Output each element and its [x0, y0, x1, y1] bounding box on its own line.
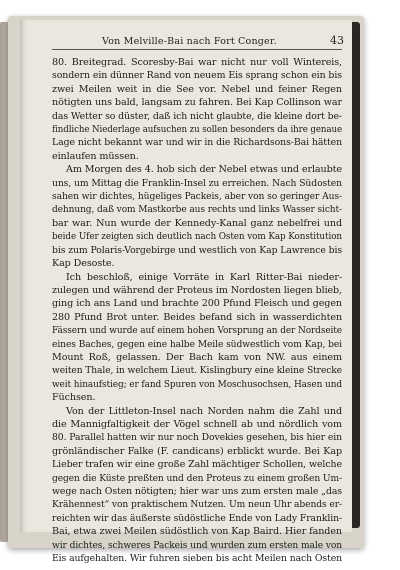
text-line: wege nach Osten nötigten; hier war uns zum ersten male „das	[52, 486, 343, 497]
text-line: die Mannigfaltigkeit der Vögel schnell ab und nördlich vom	[52, 418, 342, 430]
text-line: Von der Littleton-Insel nach Norden nahm die Zahl und	[66, 405, 343, 417]
text-line: gegen die Küste preßten und den Proteus zu einem großen Um-	[52, 472, 343, 484]
text-line: bis zum Polaris-Vorgebirge und westlich von Kap Lawrence bis	[52, 244, 343, 256]
text-line: dehnung, daß vom Mastkorbe aus rechts und links Wasser sicht-	[52, 204, 343, 216]
header-rule	[52, 49, 342, 50]
text-line: eines Baches, gegen eine halbe Meile südwestlich vom Kap, bei	[52, 338, 342, 350]
text-line: Mount Roß, gelassen. Der Bach kam von NW. aus einem	[52, 351, 343, 363]
body-text	[52, 56, 342, 565]
text-line: grönländischer Falke (F. candicans) erblickt wurde. Bei Kap	[52, 445, 343, 457]
text-line: Lage nicht bekannt war und wir in die Richardsons-Bai hätten	[52, 137, 343, 149]
paragraph-3	[52, 271, 342, 405]
text-line: Fässern und wurde auf einem hohen Vorsprung an der Nordseite	[52, 325, 343, 337]
running-header	[58, 34, 344, 50]
text-line: sahen wir dichtes, hügeliges Packeis, aber von so geringer Aus-	[52, 191, 342, 203]
text-line: 280 Pfund Brot unter. Beides befand sich in wasserdichten	[52, 311, 343, 323]
text-line: zulegen und während der Proteus im Nordosten liegen blieb,	[52, 284, 342, 296]
text-line: Kap Desoste.	[52, 258, 115, 270]
text-line: Füchsen.	[52, 392, 96, 404]
text-line: einlaufen müssen.	[52, 150, 139, 162]
text-line: das Wetter so düster, daß ich nicht glaubte, die kleine dort be-	[52, 110, 342, 122]
text-line: nötigten uns bald, langsam zu fahren. Bei Kap Collinson war	[52, 97, 342, 109]
running-header-title: Von Melville-Bai nach Fort Conger.	[102, 36, 277, 47]
text-line: Bai, etwa zwei Meilen südöstlich von Kap Baird. Hier fanden	[52, 526, 343, 538]
text-line: weit hinaufstieg; er fand Spuren von Moschusochsen, Hasen und	[52, 378, 342, 390]
text-line: Ich beschloß, einige Vorräte in Karl Ritter-Bai nieder-	[66, 271, 342, 283]
text-line: 80. Parallel hatten wir nur noch Dovekies gesehen, bis hier ein	[52, 432, 342, 444]
text-line: weiten Thale, in welchem Lieut. Kislingbury eine kleine Strecke	[52, 365, 342, 377]
page-number: 43	[330, 34, 344, 47]
paragraph-1	[52, 56, 342, 163]
text-line: ging ich ans Land und brachte 200 Pfund Fleisch und gegen	[52, 298, 342, 310]
text-line: Krähennest“ von praktischem Nutzen. Um neun Uhr abends er-	[52, 499, 342, 511]
paragraph-4	[52, 405, 342, 566]
text-line: bar war. Nun wurde der Kennedy-Kanal ganz nebelfrei und	[52, 217, 342, 229]
text-line: 80. Breitegrad. Scoresby-Bai war nicht nur voll Wintereis,	[52, 57, 343, 68]
text-line: findliche Niederlage aufsuchen zu sollen besonders da ihre genaue	[52, 124, 342, 136]
text-line: Eis aufgehalten. Wir fuhren sieben bis acht Meilen nach Osten	[52, 553, 343, 565]
text-line: Am Morgen des 4. hob sich der Nebel etwas und erlaubte	[66, 164, 342, 176]
text-line: wir dichtes, schweres Packeis und wurden zum ersten male von	[52, 539, 343, 551]
text-line: sondern ein dünner Rand von neuem Eis sprang schon ein bis	[52, 70, 342, 82]
text-line: uns, um Mittag die Franklin-Insel zu erreichen. Nach Südosten	[52, 177, 342, 189]
text-line: reichten wir das äußerste südöstliche Ende von Lady Franklin-	[52, 512, 343, 524]
text-line: Lieber trafen wir eine große Zahl mächtiger Schollen, welche	[52, 459, 343, 471]
text-line: beide Ufer zeigten sich deutlich nach Osten vom Kap Konstitution	[52, 231, 343, 243]
text-line: zwei Meilen weit in die See vor. Nebel und feiner Regen	[52, 83, 342, 95]
paragraph-2	[52, 163, 342, 270]
